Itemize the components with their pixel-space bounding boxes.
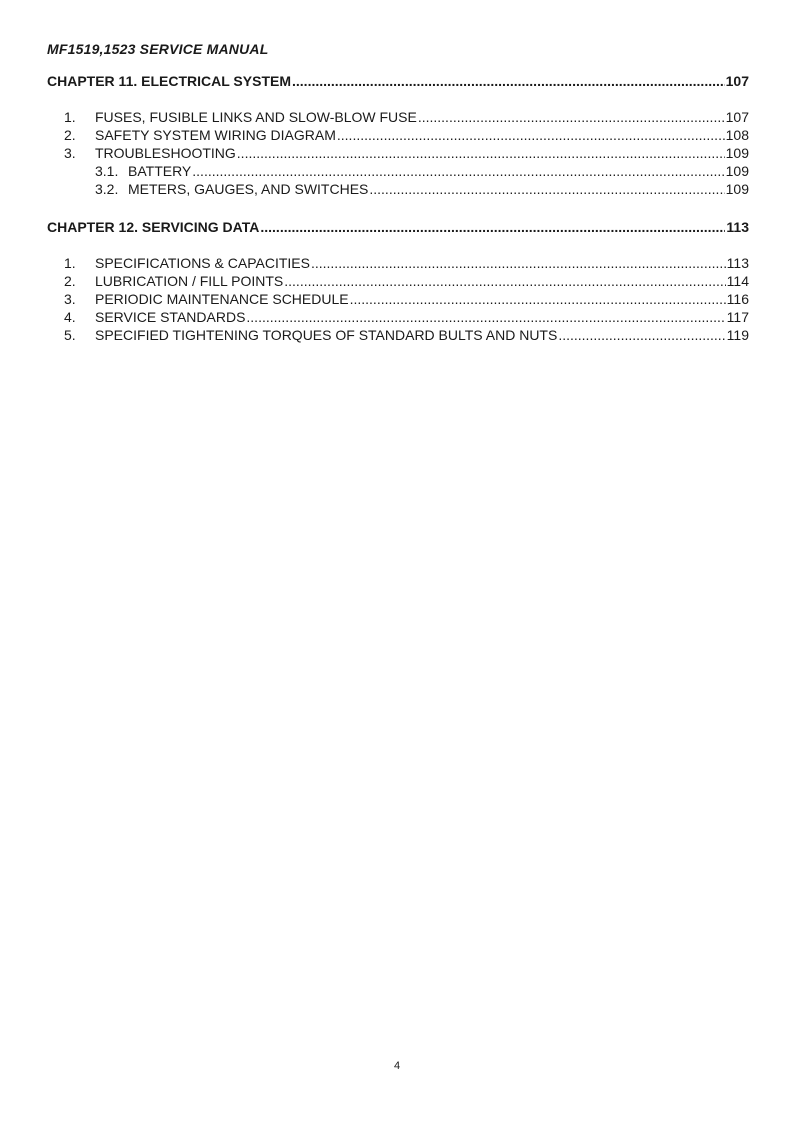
item-title: TROUBLESHOOTING xyxy=(95,145,236,161)
dot-leader xyxy=(311,254,726,272)
page-number: 4 xyxy=(393,1060,401,1072)
item-number: 5. xyxy=(64,327,76,343)
item-number: 4. xyxy=(64,309,76,325)
item-title: SERVICE STANDARDS xyxy=(95,309,246,325)
dot-leader xyxy=(418,108,725,126)
item-title: SPECIFIED TIGHTENING TORQUES OF STANDARD BULTS AND NUTS xyxy=(95,327,558,343)
item-page-number: 108 xyxy=(725,127,749,143)
item-title: SPECIFICATIONS & CAPACITIES xyxy=(95,255,310,271)
dot-leader xyxy=(237,144,725,162)
dot-leader xyxy=(337,126,725,144)
item-number: 1. xyxy=(64,255,76,271)
item-number: 3. xyxy=(64,145,76,161)
chapter-title: CHAPTER 11. ELECTRICAL SYSTEM xyxy=(47,73,292,89)
dot-leader xyxy=(246,308,725,326)
dot-leader xyxy=(558,326,725,344)
dot-leader xyxy=(260,218,725,236)
item-page-number: 109 xyxy=(725,163,749,179)
toc-item[interactable] xyxy=(47,108,749,126)
item-title: METERS, GAUGES, AND SWITCHES xyxy=(128,181,369,197)
toc-item[interactable] xyxy=(47,272,749,290)
item-number: 1. xyxy=(64,109,76,125)
toc-item[interactable] xyxy=(47,326,749,344)
item-number: 3.2. xyxy=(95,181,119,197)
toc-chapter-12[interactable] xyxy=(47,218,749,236)
item-page-number: 114 xyxy=(726,273,749,289)
toc-item[interactable] xyxy=(47,290,749,308)
table-of-contents xyxy=(47,72,749,344)
item-title: SAFETY SYSTEM WIRING DIAGRAM xyxy=(95,127,336,143)
chapter-page-number: 113 xyxy=(726,219,749,235)
dot-leader xyxy=(292,72,725,90)
item-number: 2. xyxy=(64,127,76,143)
item-page-number: 113 xyxy=(726,255,749,271)
item-number: 2. xyxy=(64,273,76,289)
dot-leader xyxy=(284,272,725,290)
chapter-title: CHAPTER 12. SERVICING DATA xyxy=(47,219,260,235)
item-page-number: 116 xyxy=(726,291,749,307)
dot-leader xyxy=(369,180,724,198)
item-title: PERIODIC MAINTENANCE SCHEDULE xyxy=(95,291,349,307)
item-page-number: 119 xyxy=(726,327,749,343)
toc-item[interactable] xyxy=(47,254,749,272)
item-number: 3.1. xyxy=(95,163,119,179)
page-header-title: MF1519,1523 SERVICE MANUAL xyxy=(47,41,269,57)
toc-item[interactable] xyxy=(47,144,749,162)
item-title: BATTERY xyxy=(128,163,192,179)
toc-item[interactable] xyxy=(47,308,749,326)
dot-leader xyxy=(192,162,724,180)
item-page-number: 109 xyxy=(725,181,749,197)
item-page-number: 109 xyxy=(725,145,749,161)
item-page-number: 107 xyxy=(725,109,749,125)
toc-chapter-11[interactable] xyxy=(47,72,749,90)
chapter-page-number: 107 xyxy=(725,73,749,89)
item-title: LUBRICATION / FILL POINTS xyxy=(95,273,284,289)
item-title: FUSES, FUSIBLE LINKS AND SLOW-BLOW FUSE xyxy=(95,109,417,125)
toc-subitem[interactable] xyxy=(47,162,749,180)
dot-leader xyxy=(350,290,726,308)
item-page-number: 117 xyxy=(726,309,749,325)
toc-subitem[interactable] xyxy=(47,180,749,198)
toc-item[interactable] xyxy=(47,126,749,144)
item-number: 3. xyxy=(64,291,76,307)
